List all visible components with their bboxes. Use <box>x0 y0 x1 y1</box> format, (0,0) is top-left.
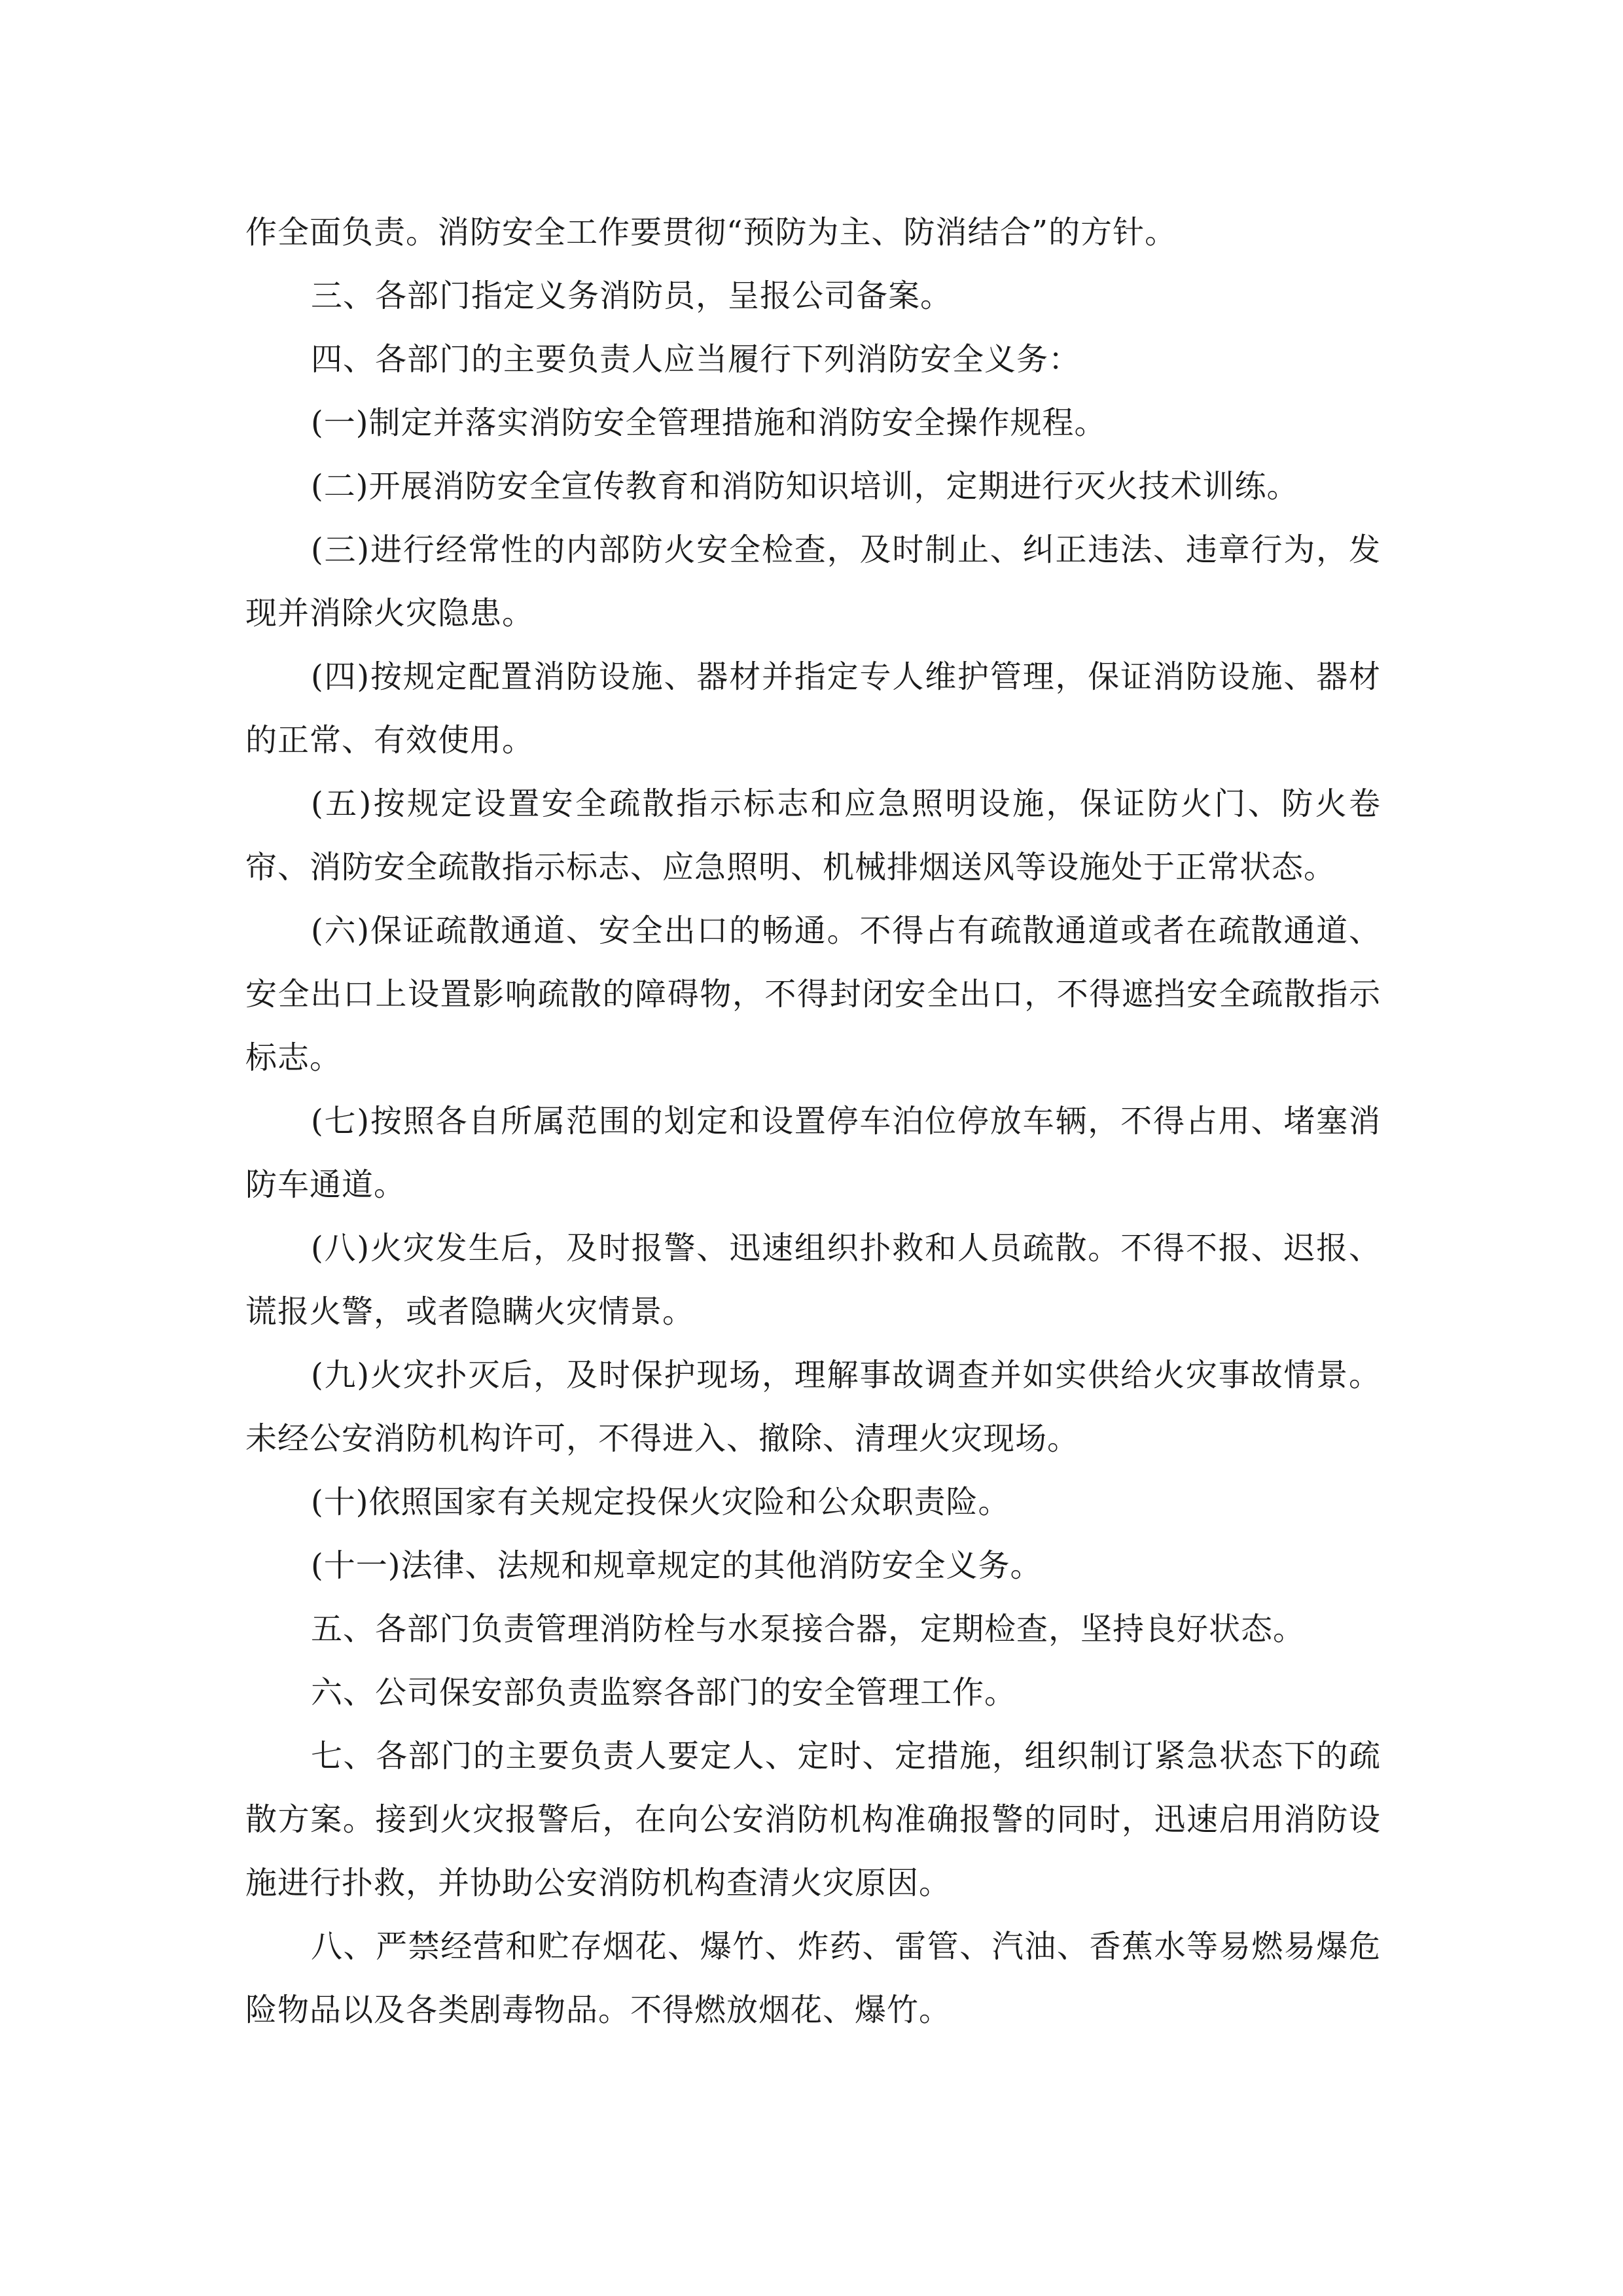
paragraph: (七)按照各自所属范围的划定和设置停车泊位停放车辆，不得占用、堵塞消防车通道。 <box>245 1103 1381 1203</box>
paragraph: (六)保证疏散通道、安全出口的畅通。不得占有疏散通道或者在疏散通道、安全出口上设置影响疏散的障碍物，不得封闭安全出口，不得遮挡安全疏散指示标志。 <box>245 912 1381 1076</box>
paragraph: 八、严禁经营和贮存烟花、爆竹、炸药、雷管、汽油、香蕉水等易燃易爆危险物品以及各类剧毒物品。不得燃放烟花、爆竹。 <box>245 1928 1381 2028</box>
paragraph: 五、各部门负责管理消防栓与水泵接合器，定期检查，坚持良好状态。 <box>311 1611 1306 1647</box>
paragraph: (一)制定并落实消防安全管理措施和消防安全操作规程。 <box>311 404 1107 441</box>
paragraph: (四)按规定配置消防设施、器材并指定专人维护管理，保证消防设施、器材的正常、有效使用。 <box>245 658 1381 759</box>
paragraph: (三)进行经常性的内部防火安全检查，及时制止、纠正违法、违章行为，发现并消除火灾隐患。 <box>245 531 1381 632</box>
paragraph: (八)火灾发生后，及时报警、迅速组织扑救和人员疏散。不得不报、迟报、谎报火警，或者隐瞒火灾情景。 <box>245 1230 1381 1330</box>
paragraph: (二)开展消防安全宣传教育和消防知识培训，定期进行灭火技术训练。 <box>311 468 1299 505</box>
document-body <box>245 201 1381 2042</box>
paragraph: 四、各部门的主要负责人应当履行下列消防安全义务： <box>311 341 1081 378</box>
paragraph: 作全面负责。消防安全工作要贯彻“预防为主、防消结合”的方针。 <box>245 214 1177 251</box>
paragraph: 三、各部门指定义务消防员，呈报公司备案。 <box>311 278 953 314</box>
paragraph: 七、各部门的主要负责人要定人、定时、定措施，组织制订紧急状态下的疏散方案。接到火灾报警后，在向公安消防机构准确报警的同时，迅速启用消防设施进行扑救，并协助公安消防机构查清火灾原因。 <box>245 1738 1381 1901</box>
paragraph: (九)火灾扑灭后，及时保护现场，理解事故调查并如实供给火灾事故情景。未经公安消防机构许可，不得进入、撤除、清理火灾现场。 <box>245 1357 1381 1457</box>
paragraph: (十)依照国家有关规定投保火灾险和公众职责险。 <box>311 1484 1010 1520</box>
paragraph: (五)按规定设置安全疏散指示标志和应急照明设施，保证防火门、防火卷帘、消防安全疏散指示标志、应急照明、机械排烟送风等设施处于正常状态。 <box>245 785 1381 886</box>
paragraph: 六、公司保安部负责监察各部门的安全管理工作。 <box>311 1674 1017 1711</box>
paragraph: (十一)法律、法规和规章规定的其他消防安全义务。 <box>311 1547 1043 1584</box>
